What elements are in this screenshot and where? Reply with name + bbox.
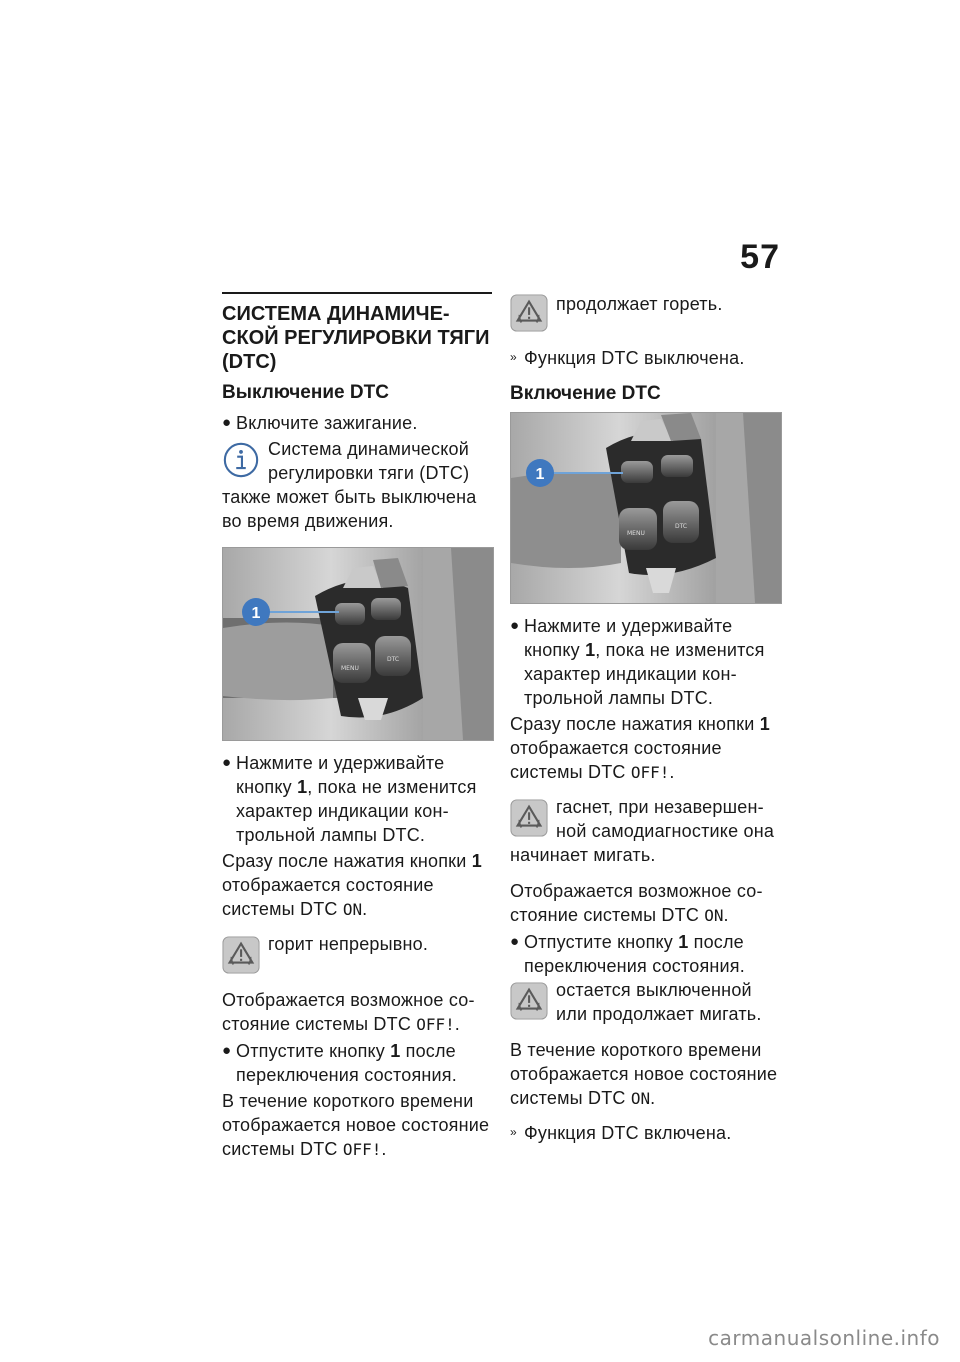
button-ref: 1 xyxy=(471,851,482,871)
step-ignition-on xyxy=(222,411,494,435)
text: Сразу после нажатия кнопки xyxy=(510,714,760,734)
section-title-line2: СКОЙ РЕГУЛИРОВКИ ТЯГИ xyxy=(222,327,490,349)
info-note xyxy=(222,437,494,533)
paragraph-new-state xyxy=(510,1038,782,1111)
button-ref: 1 xyxy=(678,932,689,952)
heading-dtc-off: Выключение DTC xyxy=(222,382,389,403)
result-arrow-icon: » xyxy=(510,1125,517,1139)
step-text: Нажмите и удерживайте кнопку xyxy=(236,753,445,797)
step-text: , пока не изменится характер индикации кон-трольной лампы DTC. xyxy=(524,640,765,708)
button-ref: 1 xyxy=(759,714,770,734)
step-text: после переключения состояния. xyxy=(524,932,745,976)
text: . xyxy=(381,1139,387,1159)
step-press-hold xyxy=(222,751,494,847)
step-text: Включите зажигание. xyxy=(236,413,418,433)
warning-note-text: продолжает гореть. xyxy=(556,294,723,314)
left-column xyxy=(222,292,494,1172)
button-ref: 1 xyxy=(585,640,596,660)
callout-1: 1 xyxy=(251,605,261,622)
step-text: , пока не изменится характер индикации кон-трольной лампы DTC. xyxy=(236,777,477,845)
text: . xyxy=(723,905,729,925)
button-ref: 1 xyxy=(390,1041,401,1061)
text: . xyxy=(362,899,368,919)
state-off: OFF! xyxy=(416,1015,455,1034)
paragraph-possible-state xyxy=(222,988,494,1037)
state-on: ON xyxy=(342,900,363,919)
section-title xyxy=(222,302,494,374)
text: Отображается возможное со-стояние системы DTC xyxy=(222,990,475,1034)
paragraph-new-state xyxy=(222,1089,494,1162)
warning-note-text: гаснет, при незавершен-ной самодиагностике она начинает мигать. xyxy=(510,797,775,865)
section-title-line1: СИСТЕМА ДИНАМИЧЕ- xyxy=(222,303,450,325)
warning-note xyxy=(510,978,782,1026)
text: В течение короткого времени отображается новое состояние системы DTC xyxy=(222,1091,490,1159)
menu-label: MENU xyxy=(341,665,359,672)
warning-note xyxy=(510,795,782,867)
callout-1: 1 xyxy=(535,466,545,483)
state-on: ON xyxy=(704,906,724,925)
warning-note-text: горит непрерывно. xyxy=(268,934,429,954)
text: Сразу после нажатия кнопки xyxy=(222,851,472,871)
bullet-icon: ● xyxy=(222,754,232,771)
section-rule xyxy=(222,292,492,294)
section-title-line3: (DTC) xyxy=(222,351,277,373)
state-on: ON xyxy=(630,1089,651,1108)
result-text: Функция DTC выключена. xyxy=(524,348,745,368)
text: . xyxy=(454,1014,460,1034)
text: . xyxy=(650,1088,656,1108)
step-release xyxy=(222,1039,494,1087)
bullet-icon: ● xyxy=(510,933,520,950)
warning-note xyxy=(222,932,494,976)
button-ref: 1 xyxy=(297,777,308,797)
result-dtc-off xyxy=(510,346,782,370)
info-note-text: Система динамической регулировки тяги (DTC) также может быть выключена во время движения. xyxy=(222,439,477,531)
warning-lamp-icon xyxy=(222,936,260,974)
state-off: OFF! xyxy=(342,1140,382,1159)
text: отображается состояние системы DTC xyxy=(222,875,434,919)
text: В течение короткого времени отображается новое состояние системы DTC xyxy=(510,1040,778,1108)
text: Отображается возможное со-стояние системы DTC xyxy=(510,881,763,925)
heading-dtc-on: Включение DTC xyxy=(510,383,661,404)
dtc-label: DTC xyxy=(387,656,400,663)
page-number: 57 xyxy=(740,238,780,276)
right-column xyxy=(510,292,782,1157)
warning-lamp-icon xyxy=(510,294,548,332)
paragraph-status-off xyxy=(510,712,782,785)
step-release xyxy=(510,930,782,978)
step-text: Отпустите кнопку xyxy=(236,1041,391,1061)
warning-lamp-icon xyxy=(510,799,548,837)
warning-note-text: остается выключенной или продолжает мигать. xyxy=(556,980,762,1024)
menu-label: MENU xyxy=(627,530,645,537)
warning-note-continued xyxy=(510,292,782,334)
result-dtc-on xyxy=(510,1121,782,1145)
text: отображается состояние системы DTC xyxy=(510,738,722,782)
dtc-label: DTC xyxy=(675,523,688,530)
bullet-icon: ● xyxy=(222,414,232,431)
warning-lamp-icon xyxy=(510,982,548,1020)
step-text: Нажмите и удерживайте кнопку xyxy=(524,616,733,660)
info-icon xyxy=(222,441,260,479)
handlebar-switch-photo xyxy=(222,547,494,741)
state-off: OFF! xyxy=(630,763,670,782)
result-text: Функция DTC включена. xyxy=(524,1123,732,1143)
step-text: после переключения состояния. xyxy=(236,1041,457,1085)
paragraph-possible-state xyxy=(510,879,782,928)
bullet-icon: ● xyxy=(222,1042,232,1059)
watermark: carmanualsonline.info xyxy=(708,1326,940,1350)
handlebar-switch-photo xyxy=(510,412,782,604)
text: . xyxy=(669,762,675,782)
result-arrow-icon: » xyxy=(510,350,517,364)
paragraph-status-on xyxy=(222,849,494,922)
step-press-hold xyxy=(510,614,782,710)
bullet-icon: ● xyxy=(510,617,520,634)
step-text: Отпустите кнопку xyxy=(524,932,679,952)
